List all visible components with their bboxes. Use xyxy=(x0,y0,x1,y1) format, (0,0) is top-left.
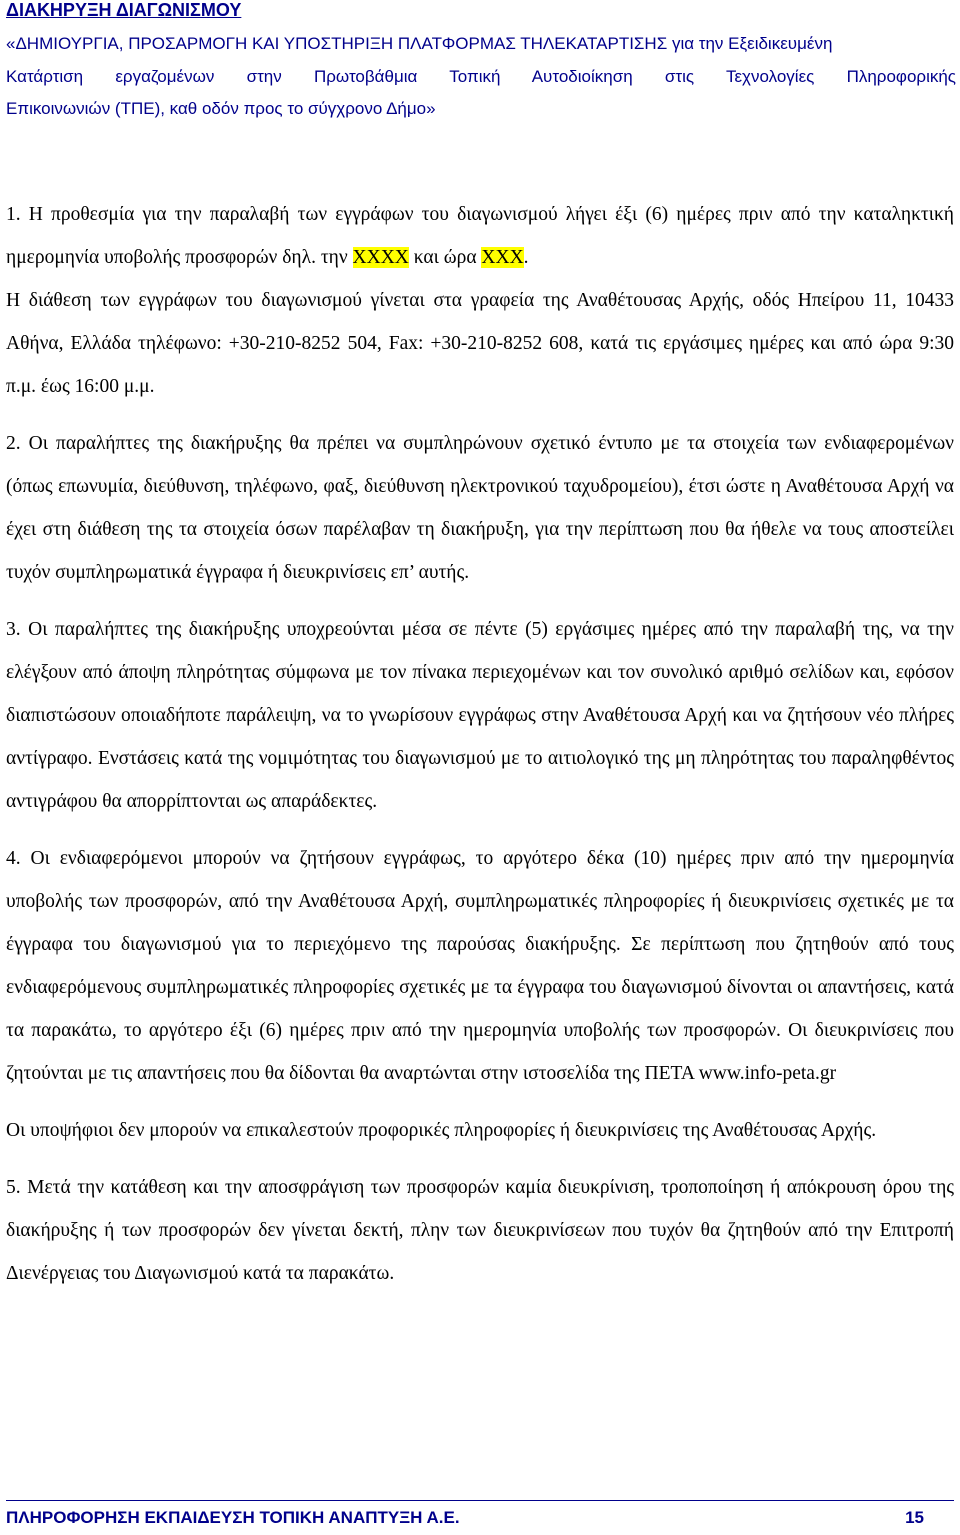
paragraph-1-availability: Η διάθεση των εγγράφων του διαγωνισμού γίνεται στα γραφεία της Αναθέτουσας Αρχής, οδός Ηπείρου 11, 10433 Αθήνα, Ελλάδα τηλέφωνο: +30-210-8252 504, Fax: +30-210-8252 608, κατά τις εργάσιμες ημέρες και από ώρα 9:30 π.μ. έως 16:00 μ.μ. xyxy=(6,290,954,397)
document-title: ΔΙΑΚΗΡΥΞΗ ΔΙΑΓΩΝΙΣΜΟΥ xyxy=(6,0,242,20)
subtitle-line-3: Επικοινωνιών (ΤΠΕ), καθ οδόν προς το σύγχρονο Δήμο» xyxy=(6,99,436,118)
paragraph-1 xyxy=(6,193,954,279)
document-body xyxy=(6,193,954,1295)
paragraph-1-text-c: . xyxy=(523,247,529,268)
paragraph-1-text-a: 1. Η προθεσμία για την παραλαβή των εγγράφων του διαγωνισμού λήγει έξι (6) ημέρες πριν από την καταληκτική ημερομηνία υποβολής προσφορών δηλ. την xyxy=(6,204,954,268)
paragraph-5: 5. Μετά την κατάθεση και την αποσφράγιση των προσφορών καμία διευκρίνιση, τροποποίηση ή απόκρουση όρου της διακήρυξης ή των προσφορών δεν γίνεται δεκτή, πλην των διευκρινίσεων που τυχόν θα ζητηθούν από την Επιτροπή Διενέργειας του Διαγωνισμού κατά τα παρακάτω. xyxy=(6,1177,954,1284)
subtitle-line-1: «ΔΗΜΙΟΥΡΓΙΑ, ΠΡΟΣΑΡΜΟΓΗ ΚΑΙ ΥΠΟΣΤΗΡΙΞΗ ΠΛΑΤΦΟΡΜΑΣ ΤΗΛΕΚΑΤΑΡΤΙΣΗΣ για την Εξειδικευμένη xyxy=(6,34,833,53)
highlighted-date-placeholder: ΧΧΧΧ xyxy=(352,247,409,268)
paragraph-1-text-b: και ώρα xyxy=(408,247,482,268)
paragraph-4: 4. Οι ενδιαφερόμενοι μπορούν να ζητήσουν εγγράφως, το αργότερο δέκα (10) ημέρες πριν από την ημερομηνία υποβολής των προσφορών, από την Αναθέτουσα Αρχή, συμπληρωματικές πληροφορίες ή διευκρινίσεις σχετικές με τα έγγραφα του διαγωνισμού για το περιεχόμενο της παρούσας διακήρυξης. Σε περίπτωση που ζητηθούν από τους ενδιαφερόμενους συμπληρωματικές πληροφορίες σχετικές με τα έγγραφα του διαγωνισμού δίνονται οι απαντήσεις, κατά τα παρακάτω, το αργότερο έξι (6) ημέρες πριν από την ημερομηνία υποβολής των προσφορών. Οι διευκρινίσεις που ζητούνται με τις απαντήσεις που θα δίδονται θα αναρτώνται στην ιστοσελίδα της ΠΕΤΑ www.info-peta.gr xyxy=(6,848,954,1084)
footer-divider xyxy=(6,1500,954,1501)
highlighted-time-placeholder: ΧΧΧ xyxy=(481,247,524,268)
subtitle-line-2: Κατάρτιση εργαζομένων στην Πρωτοβάθμια Τοπική Αυτοδιοίκηση στις Τεχνολογίες Πληροφορικής xyxy=(6,67,956,86)
paragraph-2: 2. Οι παραλήπτες της διακήρυξης θα πρέπει να συμπληρώνουν σχετικό έντυπο με τα στοιχεία των ενδιαφερομένων (όπως επωνυμία, διεύθυνση, τηλέφωνο, φαξ, διεύθυνση ηλεκτρονικού ταχυδρομείου), έτσι ώστε η Αναθέτουσα Αρχή να έχει στη διάθεση της τα στοιχεία όσων παρέλαβαν τη διακήρυξη, για την περίπτωση που θα ήθελε να τους αποστείλει τυχόν συμπληρωματικά έγγραφα ή διευκρινίσεις επ’ αυτής. xyxy=(6,433,954,583)
paragraph-3: 3. Οι παραλήπτες της διακήρυξης υποχρεούνται μέσα σε πέντε (5) εργάσιμες ημέρες από την παραλαβή της, να την ελέγξουν από άποψη πληρότητας σύμφωνα με τον πίνακα περιεχομένων και τον συνολικό αριθμό σελίδων και, εφόσον διαπιστώσουν οποιαδήποτε παράλειψη, να το γνωρίσουν εγγράφως στην Αναθέτουσα Αρχή και να ζητήσουν νέο πλήρες αντίγραφο. Ενστάσεις κατά της νομιμότητας του διαγωνισμού με το αιτιολογικό της μη πληρότητας του παραληφθέντος αντιγράφου θα απορρίπτονται ως απαράδεκτες. xyxy=(6,619,954,812)
page-footer xyxy=(6,1508,954,1532)
paragraph-4-note: Οι υποψήφιοι δεν μπορούν να επικαλεστούν προφορικές πληροφορίες ή διευκρινίσεις της Αναθέτουσας Αρχής. xyxy=(6,1120,877,1141)
page-number: 15 xyxy=(905,1508,924,1527)
footer-organization: ΠΛΗΡΟΦΟΡΗΣΗ ΕΚΠΑΙΔΕΥΣΗ ΤΟΠΙΚΗ ΑΝΑΠΤΥΞΗ Α.Ε. xyxy=(6,1508,460,1527)
